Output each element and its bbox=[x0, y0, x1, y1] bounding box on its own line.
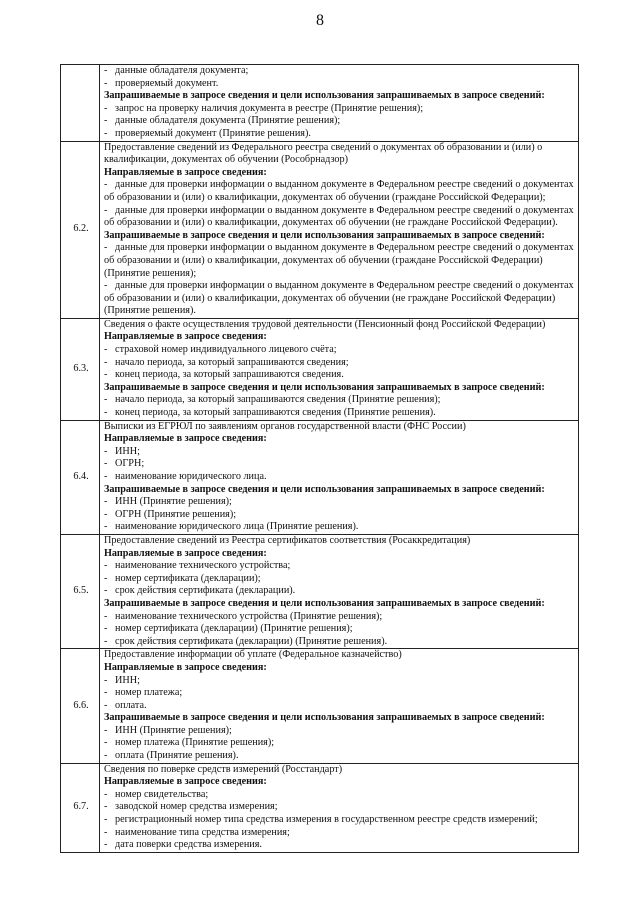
row-number: 6.3. bbox=[61, 318, 100, 420]
section-heading: Направляемые в запросе сведения: bbox=[104, 433, 267, 445]
table-row bbox=[61, 420, 579, 534]
requirements-table bbox=[60, 64, 579, 853]
list-item: - наименование технического устройства (Принятие решения); bbox=[104, 611, 576, 624]
list-item: - номер свидетельства; bbox=[104, 789, 576, 802]
list-item: - срок действия сертификата (декларации). bbox=[104, 585, 576, 598]
list-item: - данные для проверки информации о выданном документе в Федеральном реестре сведений о документах об образовании и (или) о квалификации, документах об обучении (граждане Российской Федерации) (Принятие решения); bbox=[104, 242, 576, 280]
list-item: - заводской номер средства измерения; bbox=[104, 801, 576, 814]
section-heading: Направляемые в запросе сведения: bbox=[104, 547, 267, 559]
row-content bbox=[100, 649, 579, 763]
list-item: - номер сертификата (декларации) (Принятие решения); bbox=[104, 623, 576, 636]
row-content bbox=[100, 763, 579, 852]
list-item: - данные обладателя документа (Принятие решения); bbox=[104, 115, 576, 128]
list-item: - ИНН (Принятие решения); bbox=[104, 725, 576, 738]
table-row bbox=[61, 534, 579, 648]
list-item: - конец периода, за который запрашиваются сведения. bbox=[104, 369, 576, 382]
row-content bbox=[100, 65, 579, 142]
list-item: - оплата (Принятие решения). bbox=[104, 750, 576, 763]
row-title: Предоставление сведений из Федерального реестра сведений о документах об образовании и (или) о квалификации, документах об обучении (Рособрнадзор) bbox=[104, 141, 543, 166]
list-item: - данные для проверки информации о выданном документе в Федеральном реестре сведений о документах об образовании и (или) о квалификации, документах об обучении (граждане Российской Федерации); bbox=[104, 179, 576, 204]
table-row bbox=[61, 65, 579, 142]
list-item: - наименование технического устройства; bbox=[104, 560, 576, 573]
list-item: - проверяемый документ (Принятие решения). bbox=[104, 128, 576, 141]
section-heading: Направляемые в запросе сведения: bbox=[104, 661, 267, 673]
section-heading: Направляемые в запросе сведения: bbox=[104, 166, 267, 178]
section-heading: Запрашиваемые в запросе сведения и цели использования запрашиваемых в запросе сведений: bbox=[104, 90, 545, 102]
row-content bbox=[100, 318, 579, 420]
list-item: - номер сертификата (декларации); bbox=[104, 573, 576, 586]
list-item: - данные для проверки информации о выданном документе в Федеральном реестре сведений о документах об образовании и (или) о квалификации, документах об обучении (не граждане Российской Федерации). bbox=[104, 205, 576, 230]
list-item: - ОГРН; bbox=[104, 458, 576, 471]
list-item: - страховой номер индивидуального лицевого счёта; bbox=[104, 344, 576, 357]
table-row bbox=[61, 763, 579, 852]
list-item: - срок действия сертификата (декларации) (Принятие решения). bbox=[104, 636, 576, 649]
row-content bbox=[100, 420, 579, 534]
row-number bbox=[61, 65, 100, 142]
list-item: - ИНН (Принятие решения); bbox=[104, 496, 576, 509]
row-number: 6.4. bbox=[61, 420, 100, 534]
section-heading: Запрашиваемые в запросе сведения и цели использования запрашиваемых в запросе сведений: bbox=[104, 483, 545, 495]
row-number: 6.5. bbox=[61, 534, 100, 648]
list-item: - начало периода, за который запрашиваются сведения (Принятие решения); bbox=[104, 394, 576, 407]
list-item: - дата поверки средства измерения. bbox=[104, 839, 576, 852]
section-heading: Запрашиваемые в запросе сведения и цели использования запрашиваемых в запросе сведений: bbox=[104, 381, 545, 393]
row-title: Сведения о факте осуществления трудовой деятельности (Пенсионный фонд Российской Федерации) bbox=[104, 318, 546, 330]
list-item: - проверяемый документ. bbox=[104, 78, 576, 91]
row-title: Предоставление сведений из Реестра сертификатов соответствия (Росаккредитация) bbox=[104, 534, 471, 546]
list-item: - запрос на проверку наличия документа в реестре (Принятие решения); bbox=[104, 103, 576, 116]
requirements-table-body bbox=[61, 65, 579, 853]
table-row bbox=[61, 649, 579, 763]
page-number: 8 bbox=[316, 12, 324, 29]
row-number: 6.7. bbox=[61, 763, 100, 852]
row-content bbox=[100, 534, 579, 648]
row-number: 6.2. bbox=[61, 141, 100, 318]
section-heading: Запрашиваемые в запросе сведения и цели использования запрашиваемых в запросе сведений: bbox=[104, 712, 545, 724]
row-number: 6.6. bbox=[61, 649, 100, 763]
list-item: - ОГРН (Принятие решения); bbox=[104, 509, 576, 522]
section-heading: Запрашиваемые в запросе сведения и цели использования запрашиваемых в запросе сведений: bbox=[104, 597, 545, 609]
row-title: Выписки из ЕГРЮЛ по заявлениям органов государственной власти (ФНС России) bbox=[104, 420, 466, 432]
list-item: - данные обладателя документа; bbox=[104, 65, 576, 78]
section-heading: Направляемые в запросе сведения: bbox=[104, 776, 267, 788]
list-item: - наименование типа средства измерения; bbox=[104, 827, 576, 840]
row-content bbox=[100, 141, 579, 318]
list-item: - ИНН; bbox=[104, 446, 576, 459]
list-item: - наименование юридического лица. bbox=[104, 471, 576, 484]
section-heading: Направляемые в запросе сведения: bbox=[104, 331, 267, 343]
list-item: - ИНН; bbox=[104, 675, 576, 688]
list-item: - регистрационный номер типа средства измерения в государственном реестре средств измерений; bbox=[104, 814, 576, 827]
list-item: - оплата. bbox=[104, 700, 576, 713]
row-title: Сведения по поверке средств измерений (Росстандарт) bbox=[104, 763, 343, 775]
list-item: - начало периода, за который запрашиваются сведения; bbox=[104, 357, 576, 370]
table-row bbox=[61, 141, 579, 318]
list-item: - наименование юридического лица (Принятие решения). bbox=[104, 521, 576, 534]
row-title: Предоставление информации об уплате (Федеральное казначейство) bbox=[104, 649, 402, 661]
table-row bbox=[61, 318, 579, 420]
section-heading: Запрашиваемые в запросе сведения и цели использования запрашиваемых в запросе сведений: bbox=[104, 229, 545, 241]
list-item: - номер платежа; bbox=[104, 687, 576, 700]
list-item: - конец периода, за который запрашиваются сведения (Принятие решения). bbox=[104, 407, 576, 420]
list-item: - данные для проверки информации о выданном документе в Федеральном реестре сведений о документах об образовании и (или) о квалификации, документах об обучении (не граждане Российской Федерации) (Принятие решения). bbox=[104, 280, 576, 318]
list-item: - номер платежа (Принятие решения); bbox=[104, 737, 576, 750]
